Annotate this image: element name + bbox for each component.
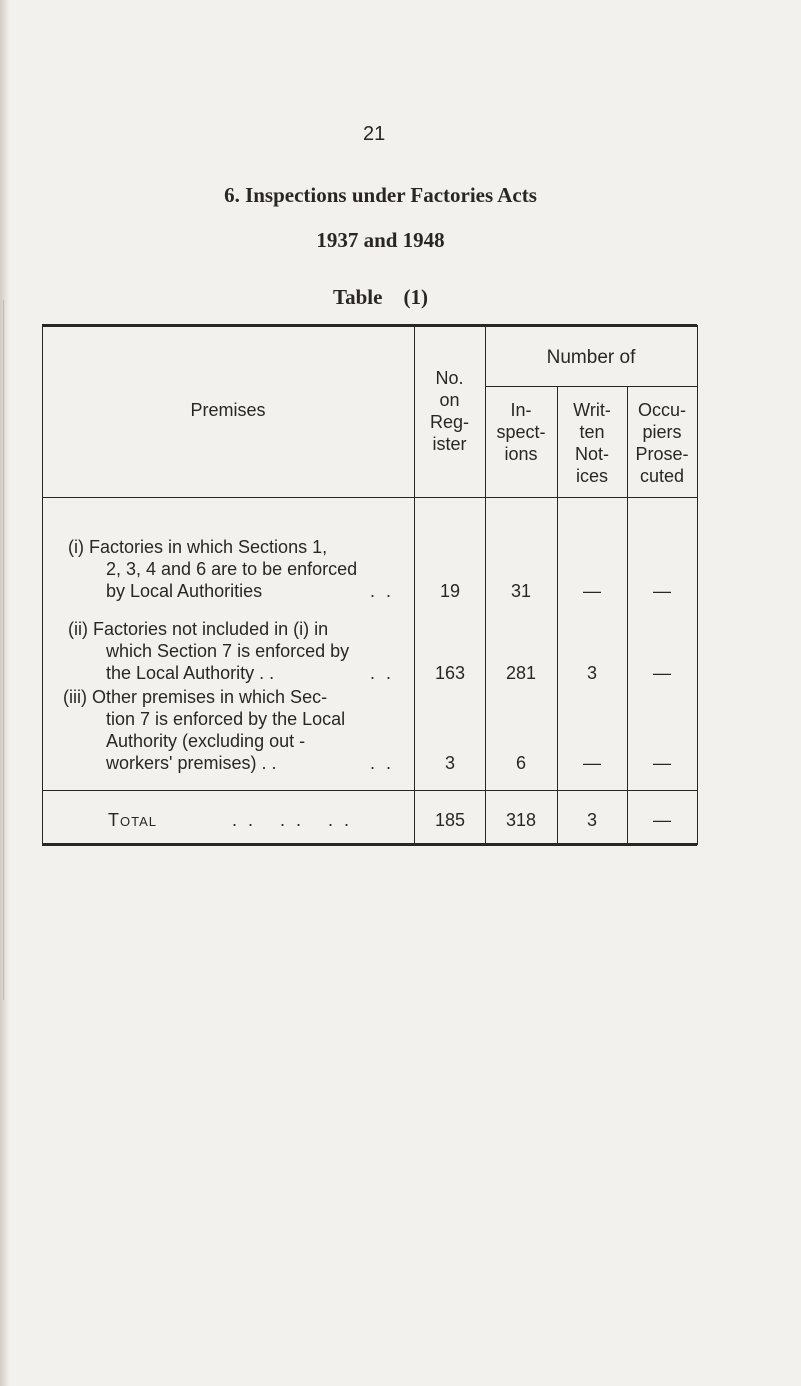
row-leader-dots: . . (370, 663, 395, 683)
cell-inspections: 281 (505, 663, 537, 683)
row-label-line: workers' premises) . . (106, 753, 277, 773)
section-heading-years: 1937 and 1948 (316, 228, 445, 252)
header-premises: Premises (190, 400, 266, 420)
row-label-line: Authority (excluding out - (106, 731, 306, 751)
table-bottom-rule (42, 843, 697, 846)
cell-inspections: 31 (510, 581, 532, 601)
cell-inspections: 6 (515, 753, 526, 773)
total-leader-dots: . . . . . . (232, 810, 353, 830)
header-register: No. on Reg- ister (429, 368, 469, 454)
total-label: Total (108, 810, 157, 830)
cell-register: 19 (439, 581, 461, 601)
cell-prosecuted: — (653, 753, 671, 773)
row-label-line: by Local Authorities (106, 581, 263, 601)
row-leader-dots: . . (370, 581, 395, 601)
total-notices: 3 (586, 810, 597, 830)
page-number: 21 (363, 123, 386, 145)
binding-shadow-line (3, 300, 4, 1000)
row-label-line: tion 7 is enforced by the Local (106, 709, 346, 729)
row-leader-dots: . . (370, 753, 395, 773)
header-bottom-rule (42, 497, 697, 498)
row-label-line: (ii) Factories not included in (i) in (68, 619, 329, 639)
number-of-subrule (485, 386, 697, 387)
cell-register: 3 (444, 753, 455, 773)
total-register: 185 (434, 810, 466, 830)
cell-prosecuted: — (653, 663, 671, 683)
row-label-line: the Local Authority . . (106, 663, 275, 683)
total-top-rule (42, 790, 697, 791)
header-occupiers-prosecuted: Occu- piers Prose- cuted (635, 400, 689, 486)
header-number-of: Number of (546, 347, 636, 368)
row-label-line: (iii) Other premises in which Sec- (63, 687, 328, 707)
cell-notices: — (583, 753, 601, 773)
header-inspections: In- spect- ions (496, 400, 546, 464)
header-written-notices: Writ- ten Not- ices (573, 400, 611, 486)
row-label-line: (i) Factories in which Sections 1, (68, 537, 328, 557)
total-prosecuted: — (653, 810, 671, 830)
total-inspections: 318 (505, 810, 537, 830)
section-heading: 6. Inspections under Factories Acts (224, 183, 537, 207)
table-right-border (697, 325, 698, 845)
table-caption: Table (1) (333, 285, 428, 309)
row-label-line: which Section 7 is enforced by (106, 641, 350, 661)
cell-register: 163 (434, 663, 466, 683)
table-top-rule (42, 324, 697, 327)
cell-notices: 3 (586, 663, 597, 683)
cell-prosecuted: — (653, 581, 671, 601)
row-label-line: 2, 3, 4 and 6 are to be enforced (106, 559, 358, 579)
cell-notices: — (583, 581, 601, 601)
